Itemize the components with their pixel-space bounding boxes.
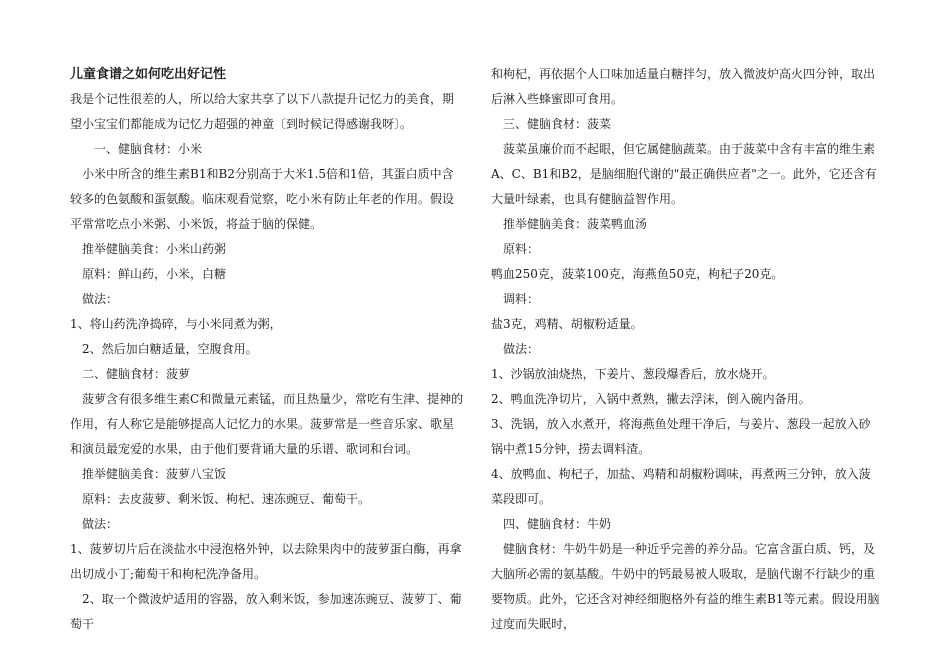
paragraph: 调料： (503, 292, 540, 306)
left-column (70, 62, 465, 637)
section-heading-spinach: 三、健脑食材：菠菜 (503, 117, 612, 131)
paragraph: 小米中所含的维生素B1和B2分别高于大米1.5倍和1倍，其蛋白质中含较多的色氨酸和蛋氨酸。临床观看觉察，吃小米有防止年老的作用。假设平常常吃点小米粥、小米饭，将益于脑的保健。 (70, 167, 455, 231)
paragraph: 健脑食材：牛奶牛奶是一种近乎完善的养分品。它富含蛋白质、钙，及大脑所必需的氨基酸。牛奶中的钙最易被人吸取，是脑代谢不行缺少的重要物质。此外，它还含对神经细胞格外有益的维生素B1等元素。假设用脑过度而失眠时， (491, 542, 880, 631)
paragraph: 原料：鲜山药，小米，白糖 (82, 267, 227, 281)
paragraph: 1、沙锅放油烧热，下姜片、葱段爆香后，放水烧开。 (491, 367, 775, 381)
right-column (491, 62, 881, 637)
section-heading-milk: 四、健脑食材：牛奶 (503, 517, 612, 531)
paragraph: 3、洗锅，放入水煮开，将海燕鱼处理干净后，与姜片、葱段一起放入砂锅中煮15分钟，捞去调料渣。 (491, 417, 871, 456)
paragraph: 鸭血250克，菠菜100克，海燕鱼50克，枸杞子20克。 (491, 267, 784, 281)
paragraph: 2、鸭血洗净切片，入锅中煮熟，撇去浮沫，倒入碗内备用。 (491, 392, 811, 406)
document-title: 儿童食谱之如何吃出好记性 (70, 67, 227, 82)
section-heading-millet: 一、健脑食材：小米 (94, 142, 203, 156)
paragraph: 菠萝含有很多维生素C和微量元素锰，而且热量少，常吃有生津、提神的作用，有人称它是能够提高人记忆力的水果。菠萝常是一些音乐家、歌星和演员最宠爱的水果，由于他们要背诵大量的乐谱、歌词和台词。 (70, 392, 464, 456)
paragraph: 1、将山药洗净捣碎，与小米同煮为粥， (70, 317, 282, 331)
paragraph: 原料：去皮菠萝、剩米饭、枸杞、速冻豌豆、葡萄干。 (82, 492, 371, 506)
paragraph: 2、然后加白糖适量，空腹食用。 (82, 342, 258, 356)
paragraph: 1、菠萝切片后在淡盐水中浸泡格外钟，以去除果肉中的菠萝蛋白酶，再拿出切成小丁;葡萄干和枸杞洗净备用。 (70, 542, 462, 581)
paragraph: 菠菜虽廉价而不起眼，但它属健脑蔬菜。由于菠菜中含有丰富的维生素A、C、B1和B2，是脑细胞代谢的"最正确供应者"之一。此外，它还含有大量叶绿素，也具有健脑益智作用。 (491, 142, 877, 206)
paragraph: 做法： (82, 292, 119, 306)
paragraph: 原料： (503, 242, 540, 256)
paragraph: 推举健脑美食：小米山药粥 (82, 242, 227, 256)
paragraph: 和枸杞，再依据个人口味加适量白糖拌匀，放入微波炉高火四分钟，取出后淋入些蜂蜜即可食用。 (491, 67, 876, 106)
paragraph: 推举健脑美食：菠菜鸭血汤 (503, 217, 648, 231)
paragraph: 2、取一个微波炉适用的容器，放入剩米饭，参加速冻豌豆、菠萝丁、葡萄干 (70, 592, 462, 631)
paragraph: 做法： (503, 342, 540, 356)
section-heading-pineapple: 二、健脑食材：菠萝 (82, 367, 191, 381)
paragraph: 推举健脑美食：菠萝八宝饭 (82, 467, 227, 481)
paragraph: 4、放鸭血、枸杞子，加盐、鸡精和胡椒粉调味，再煮两三分钟，放入菠菜段即可。 (491, 467, 871, 506)
intro-paragraph: 我是个记性很差的人，所以给大家共享了以下八款提升记忆力的美食，期望小宝宝们都能成为记忆力超强的神童〔到时候记得感谢我呀〕。 (70, 92, 455, 131)
paragraph: 做法： (82, 517, 119, 531)
paragraph: 盐3克，鸡精、胡椒粉适量。 (491, 317, 643, 331)
